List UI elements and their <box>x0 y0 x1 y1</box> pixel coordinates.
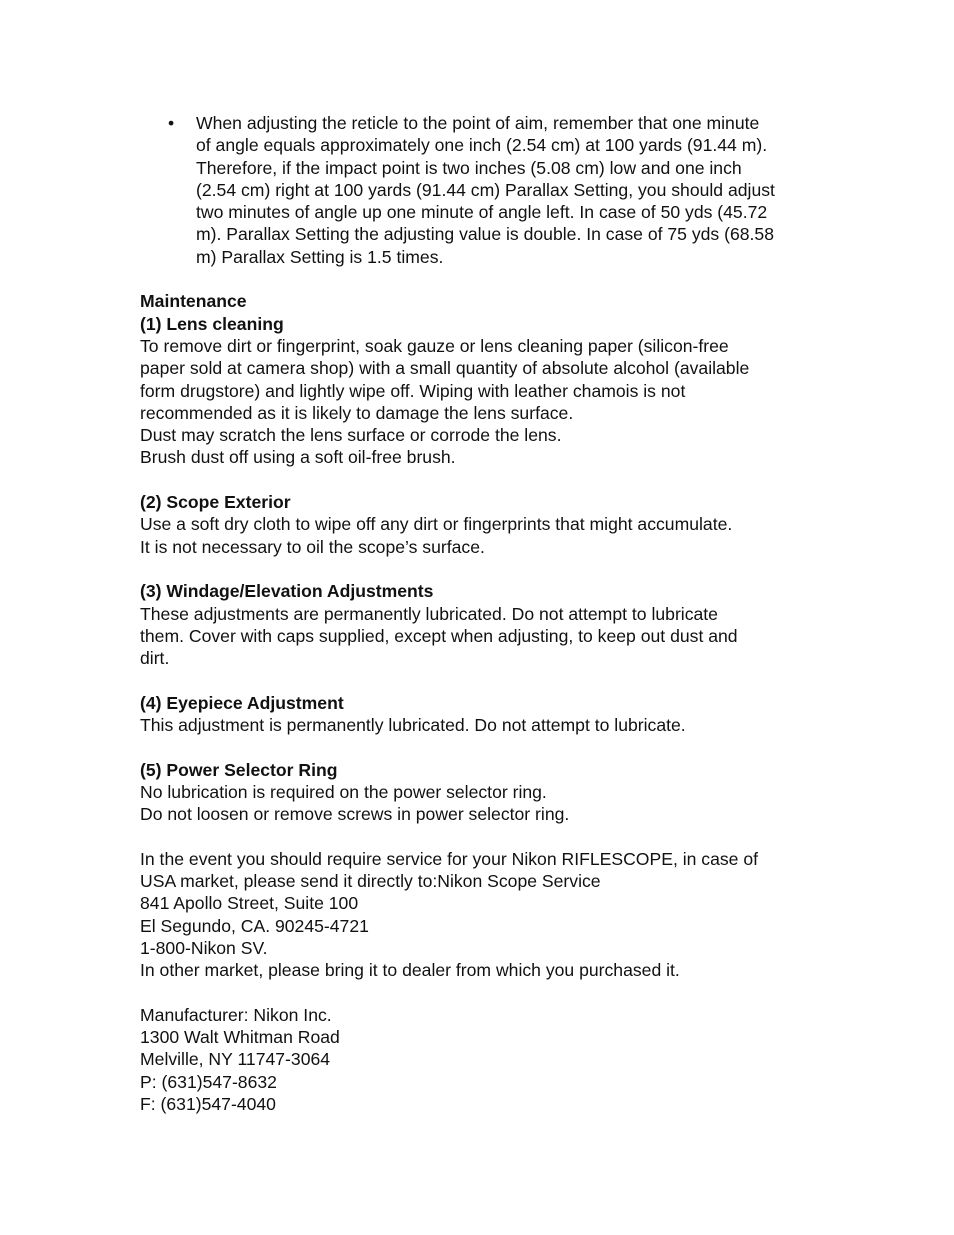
service-phone: 1-800-Nikon SV. <box>140 937 268 958</box>
bullet-line: (2.54 cm) right at 100 yards (91.44 cm) Parallax Setting, you should adjust <box>196 179 775 200</box>
spacer <box>140 736 830 758</box>
lens-cleaning-heading: (1) Lens cleaning <box>140 313 284 334</box>
bullet-line: two minutes of angle up one minute of angle left. In case of 50 yds (45.72 <box>196 202 768 223</box>
lens-cleaning-line: To remove dirt or fingerprint, soak gauze or lens cleaning paper (silicon-free <box>140 335 729 356</box>
bullet-line: m) Parallax Setting is 1.5 times. <box>196 246 444 267</box>
bullet-line: of angle equals approximately one inch (2.54 cm) at 100 yards (91.44 m). <box>196 135 768 156</box>
bullet-icon: • <box>168 113 175 133</box>
service-section <box>140 848 830 982</box>
reticle-adjustment-bullet <box>140 112 830 268</box>
bullet-line: m). Parallax Setting the adjusting value is double. In case of 75 yds (68.58 <box>196 224 774 245</box>
service-address-street: 841 Apollo Street, Suite 100 <box>140 893 359 914</box>
service-line: USA market, please send it directly to:Nikon Scope Service <box>140 871 601 892</box>
scope-exterior-line: Use a soft dry cloth to wipe off any dirt or fingerprints that might accumulate. <box>140 514 733 535</box>
windage-elevation-line: These adjustments are permanently lubricated. Do not attempt to lubricate <box>140 603 718 624</box>
spacer <box>140 826 830 848</box>
spacer <box>140 669 830 691</box>
scope-exterior-heading: (2) Scope Exterior <box>140 492 291 513</box>
maintenance-section <box>140 290 830 825</box>
lens-cleaning-line: recommended as it is likely to damage the lens surface. <box>140 402 574 423</box>
service-address-city: El Segundo, CA. 90245-4721 <box>140 915 369 936</box>
spacer <box>140 268 830 290</box>
manufacturer-section <box>140 1004 830 1115</box>
lens-cleaning-line: paper sold at camera shop) with a small quantity of absolute alcohol (available <box>140 358 750 379</box>
manufacturer-city: Melville, NY 11747-3064 <box>140 1049 331 1070</box>
manufacturer-fax: F: (631)547-4040 <box>140 1094 276 1115</box>
eyepiece-adjustment-heading: (4) Eyepiece Adjustment <box>140 692 344 713</box>
scope-exterior-line: It is not necessary to oil the scope’s surface. <box>140 536 485 557</box>
document-page <box>140 112 830 1115</box>
manufacturer-name: Manufacturer: Nikon Inc. <box>140 1004 332 1025</box>
lens-cleaning-line: Brush dust off using a soft oil-free brush. <box>140 447 456 468</box>
power-selector-line: Do not loosen or remove screws in power selector ring. <box>140 804 570 825</box>
power-selector-line: No lubrication is required on the power selector ring. <box>140 781 547 802</box>
eyepiece-adjustment-line: This adjustment is permanently lubricated. Do not attempt to lubricate. <box>140 715 686 736</box>
manufacturer-street: 1300 Walt Whitman Road <box>140 1027 340 1048</box>
lens-cleaning-line: Dust may scratch the lens surface or corrode the lens. <box>140 425 562 446</box>
spacer <box>140 469 830 491</box>
windage-elevation-line: them. Cover with caps supplied, except when adjusting, to keep out dust and <box>140 625 738 646</box>
bullet-line: When adjusting the reticle to the point of aim, remember that one minute <box>196 113 760 133</box>
spacer <box>140 558 830 580</box>
lens-cleaning-line: form drugstore) and lightly wipe off. Wiping with leather chamois is not <box>140 380 686 401</box>
service-line: In the event you should require service for your Nikon RIFLESCOPE, in case of <box>140 848 759 869</box>
service-line: In other market, please bring it to dealer from which you purchased it. <box>140 960 680 981</box>
spacer <box>140 982 830 1004</box>
windage-elevation-heading: (3) Windage/Elevation Adjustments <box>140 581 434 602</box>
windage-elevation-line: dirt. <box>140 648 170 669</box>
manufacturer-phone: P: (631)547-8632 <box>140 1071 277 1092</box>
power-selector-heading: (5) Power Selector Ring <box>140 759 338 780</box>
maintenance-title: Maintenance <box>140 291 247 312</box>
bullet-line: Therefore, if the impact point is two inches (5.08 cm) low and one inch <box>196 157 742 178</box>
